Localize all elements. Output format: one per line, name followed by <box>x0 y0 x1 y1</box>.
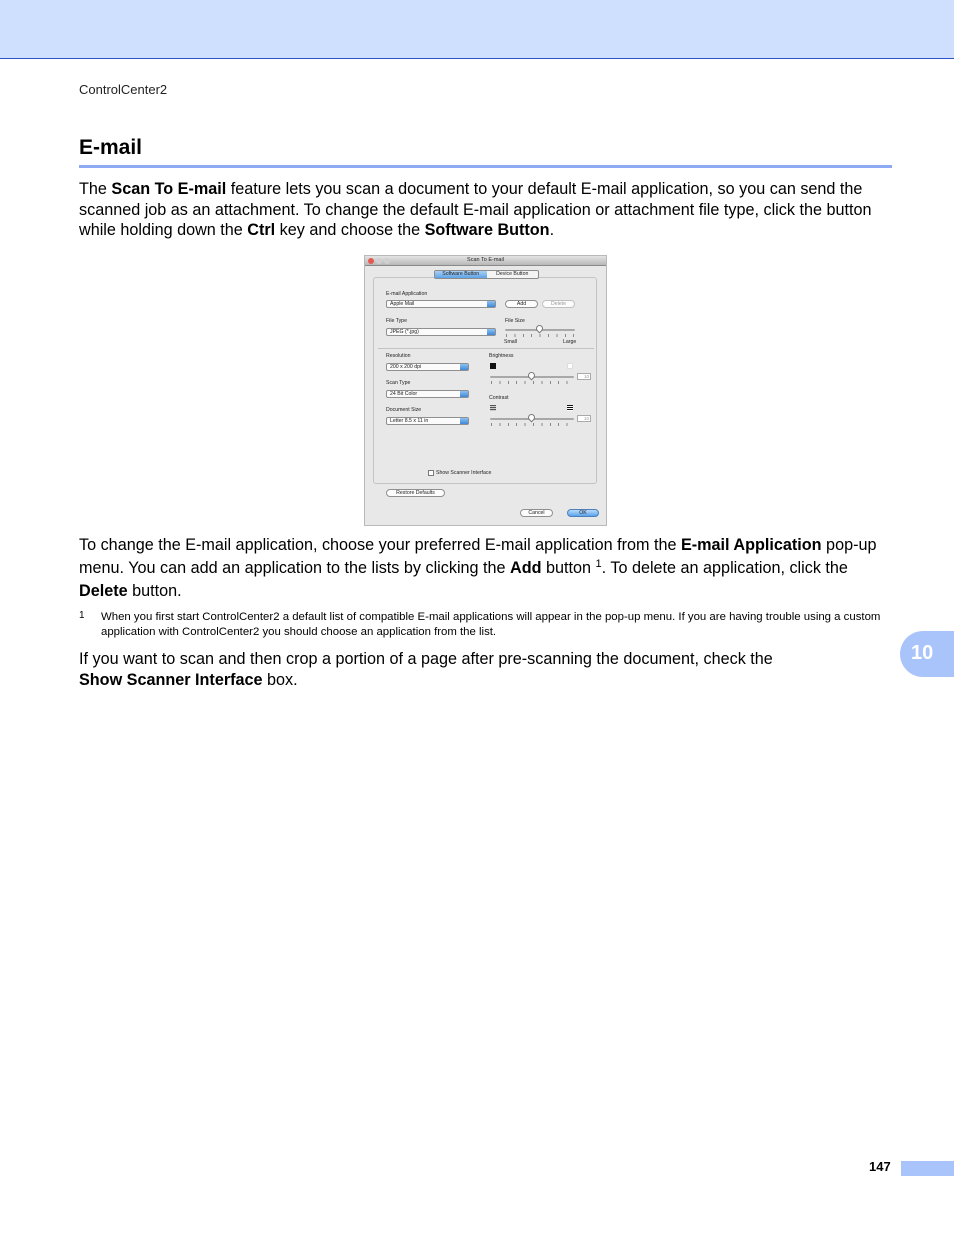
running-header: ControlCenter2 <box>79 82 168 97</box>
high-contrast-icon <box>567 405 573 411</box>
scan-type-label: Scan Type <box>386 380 411 386</box>
divider <box>378 348 594 349</box>
chevron-down-icon <box>460 418 468 424</box>
tab-software-button[interactable]: Software Button <box>435 271 487 278</box>
section-title: E-mail <box>79 136 143 159</box>
brightness-value-field[interactable]: 10 <box>577 373 591 380</box>
document-size-select[interactable] <box>386 417 469 425</box>
email-app-value: Apple Mail <box>390 301 415 307</box>
file-type-select[interactable] <box>386 328 496 336</box>
file-size-ticks <box>506 334 574 337</box>
footnote <box>79 610 894 640</box>
show-scanner-interface-label: Show Scanner Interface <box>436 470 492 476</box>
document-size-label: Document Size <box>386 407 422 413</box>
add-button[interactable]: Add <box>505 300 538 308</box>
divider <box>378 483 594 484</box>
email-app-select[interactable] <box>386 300 496 308</box>
resolution-label: Resolution <box>386 353 411 359</box>
intro-paragraph: The Scan To E-mail feature lets you scan a document to your default E-mail application, so you can send the scanned job as an attachment. To change the default E-mail application or attachment file type, click the button while holding down the Ctrl key and choose the Software Button. <box>79 180 872 239</box>
file-type-label: File Type <box>386 318 407 324</box>
brightness-label: Brightness <box>489 353 514 359</box>
scan-type-select[interactable] <box>386 390 469 398</box>
header-band <box>0 0 954 59</box>
page-number: 147 <box>869 1159 891 1174</box>
dialog-titlebar <box>365 256 606 266</box>
contrast-label: Contrast <box>489 395 509 401</box>
scan-type-value: 24 Bit Color <box>390 391 418 397</box>
show-scanner-interface-checkbox[interactable] <box>428 470 434 476</box>
dialog-title: Scan To E-mail <box>467 257 504 263</box>
file-size-small-label: Small <box>504 339 517 345</box>
ok-button[interactable]: OK <box>567 509 599 517</box>
restore-defaults-button[interactable]: Restore Defaults <box>386 489 445 497</box>
footnote-number: 1 <box>79 610 85 621</box>
contrast-value-field[interactable]: 10 <box>577 415 591 422</box>
scan-to-email-dialog-screenshot <box>364 255 607 526</box>
tab-switcher <box>434 270 539 279</box>
chapter-tab: 10 <box>900 631 954 677</box>
footnote-text: When you first start ControlCenter2 a default list of compatible E-mail applications will appear in the pop-up menu. If you are having trouble using a custom application with ControlCenter2 you should choose an application from the list. <box>101 611 881 638</box>
email-app-label: E-mail Application <box>386 291 428 297</box>
chevron-down-icon <box>460 364 468 370</box>
dark-square-icon <box>490 363 496 369</box>
resolution-value: 200 x 200 dpi <box>390 364 422 370</box>
file-type-value: JPEG (*.jpg) <box>390 329 419 335</box>
footnote-ref: 1 <box>595 558 602 570</box>
resolution-select[interactable] <box>386 363 469 371</box>
title-rule <box>79 165 892 168</box>
light-square-icon <box>567 363 573 369</box>
chevron-down-icon <box>487 301 495 307</box>
chevron-down-icon <box>487 329 495 335</box>
delete-button[interactable]: Delete <box>542 300 575 308</box>
document-size-value: Letter 8.5 x 11 in <box>390 418 429 424</box>
cancel-button[interactable]: Cancel <box>520 509 553 517</box>
brightness-ticks <box>491 381 573 384</box>
page-number-bar <box>901 1161 954 1176</box>
contrast-ticks <box>491 423 573 426</box>
chevron-down-icon <box>460 391 468 397</box>
file-size-large-label: Large <box>563 339 577 345</box>
scanner-interface-paragraph: If you want to scan and then crop a portion of a page after pre-scanning the document, check the Show Scanner Interface box. <box>79 650 773 689</box>
change-app-paragraph: To change the E-mail application, choose your preferred E-mail application from the E-mail Application pop-up menu. You can add an application to the lists by clicking the Add button $^1$. To delete an application, click the Delete button. <box>79 536 877 600</box>
low-contrast-icon <box>490 405 496 411</box>
tab-device-button[interactable]: Device Button <box>496 271 529 277</box>
file-size-label: File Size <box>505 318 525 324</box>
